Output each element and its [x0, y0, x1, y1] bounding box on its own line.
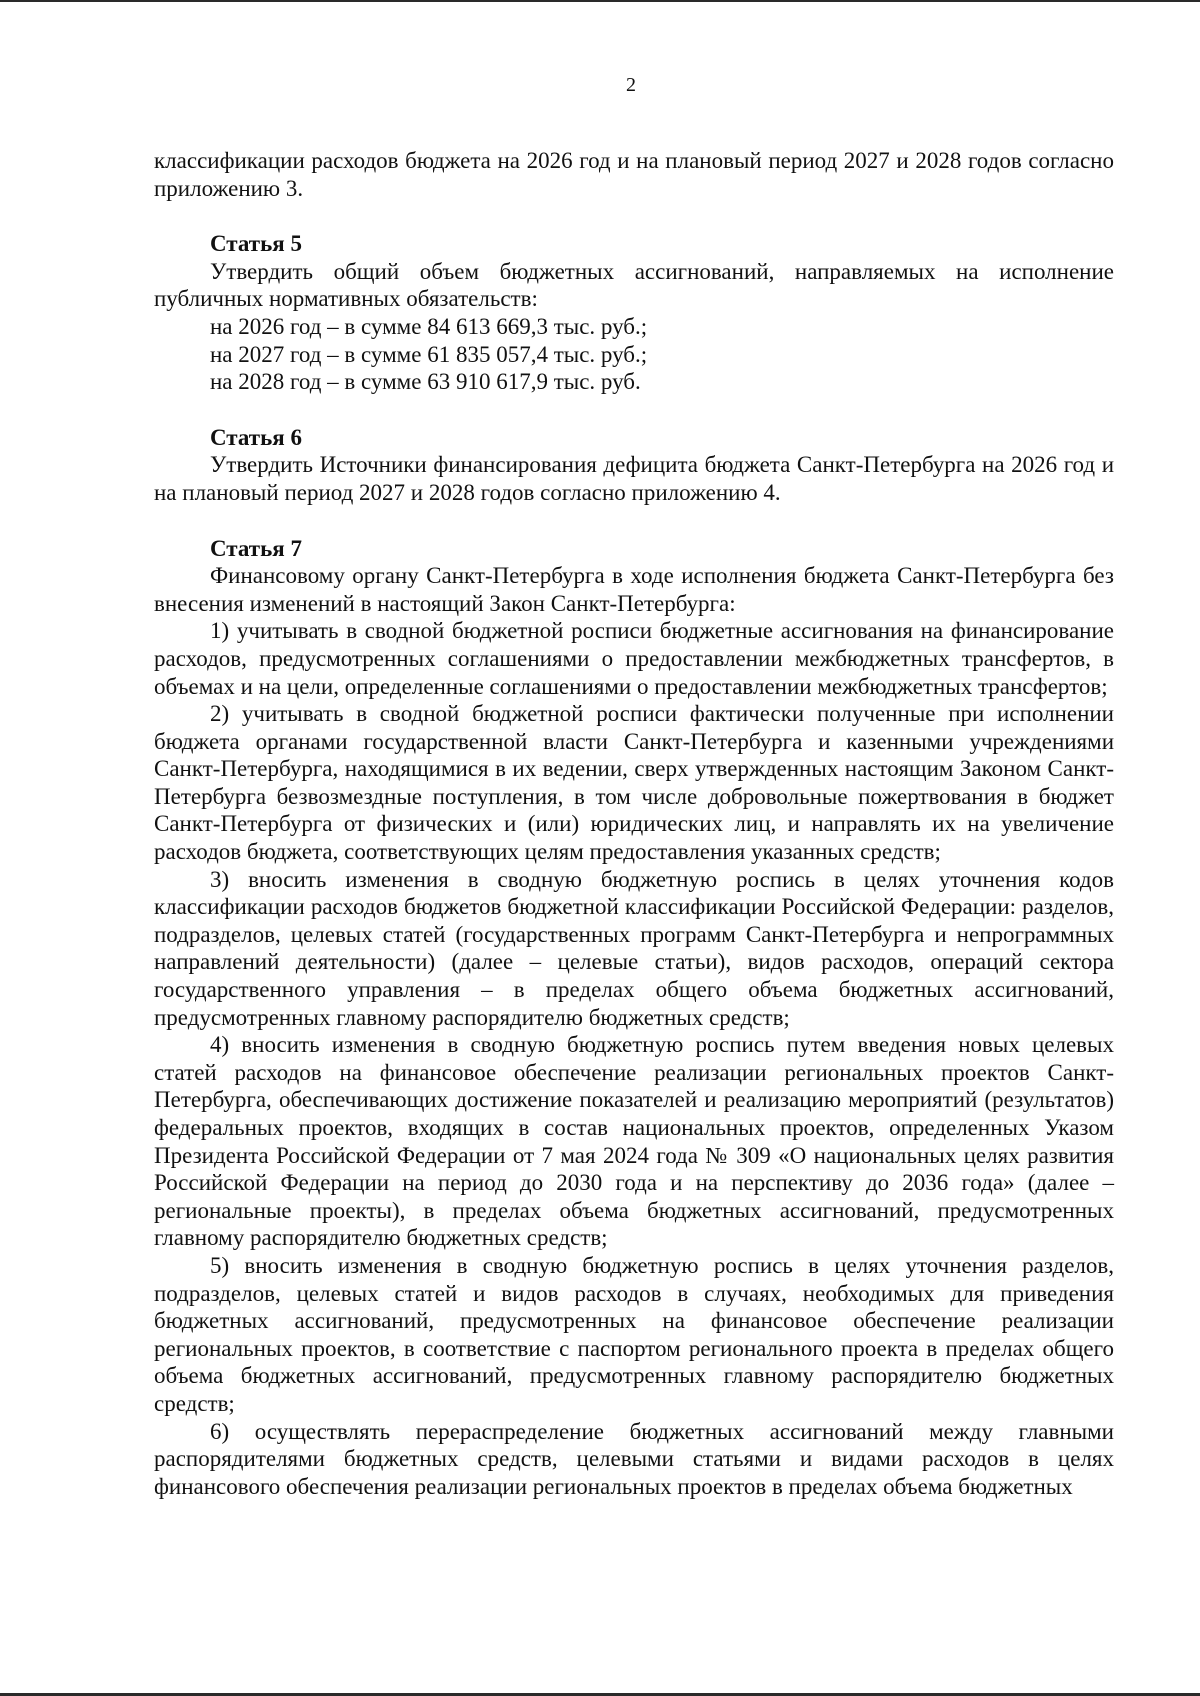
scan-edge-top [0, 0, 1200, 2]
article-6-title: Статья 6 [210, 424, 302, 450]
article-5-line-2026: на 2026 год – в сумме 84 613 669,3 тыс. руб.; [210, 313, 648, 339]
article-7-item-2: 2) учитывать в сводной бюджетной росписи фактически полученные при исполнении бюджета органами государственной власти Санкт-Петербурга и казенными учреждениями Санкт-Петербурга, находящимися в их ведении, сверх утвержденных настоящим Законом Санкт-Петербурга безвозмездные поступления, в том числе добровольные пожертвования в бюджет Санкт-Петербурга от физических и (или) юридических лиц, и направлять их на увеличение расходов бюджета, соответствующих целям предоставления указанных средств; [154, 701, 1114, 865]
article-5-line-2028: на 2028 год – в сумме 63 910 617,9 тыс. руб. [210, 369, 641, 395]
article-5-line-2027: на 2027 год – в сумме 61 835 057,4 тыс. руб.; [210, 341, 648, 367]
article-7-item-4: 4) вносить изменения в сводную бюджетную роспись путем введения новых целевых статей расходов на финансовое обеспечение реализации региональных проектов Санкт-Петербурга, обеспечивающих достижение показателей и реализацию мероприятий (результатов) федеральных проектов, входящих в состав национальных проектов, определенных Указом Президента Российской Федерации от 7 мая 2024 года № 309 «О национальных целях развития Российской Федерации на период до 2030 года и на перспективу до 2036 года» (далее – региональные проекты), в пределах объема бюджетных ассигнований, предусмотренных главному распорядителю бюджетных средств; [154, 1032, 1114, 1251]
article-7-item-6: 6) осуществлять перераспределение бюджетных ассигнований между главными распорядителями бюджетных средств, целевыми статьями и видами расходов в целях финансового обеспечения реализации региональных проектов в пределах объема бюджетных [154, 1418, 1114, 1499]
article-5-text: Утвердить общий объем бюджетных ассигнований, направляемых на исполнение публичных нормативных обязательств: [154, 258, 1114, 312]
article-7-title: Статья 7 [210, 535, 302, 561]
article-7-item-5: 5) вносить изменения в сводную бюджетную роспись в целях уточнения разделов, подразделов, целевых статей и видов расходов в случаях, необходимых для приведения бюджетных ассигнований, предусмотренных на финансовое обеспечение реализации региональных проектов, в соответствие с паспортом регионального проекта в пределах общего объема бюджетных ассигнований, предусмотренных главному распорядителю бюджетных средств; [154, 1252, 1114, 1416]
document-body [154, 147, 1114, 1500]
article-7-text: Финансовому органу Санкт-Петербурга в ходе исполнения бюджета Санкт-Петербурга без внесения изменений в настоящий Закон Санкт-Петербурга: [154, 563, 1114, 616]
article-6-text: Утвердить Источники финансирования дефицита бюджета Санкт-Петербурга на 2026 год и на плановый период 2027 и 2028 годов согласно приложению 4. [154, 452, 1114, 505]
article-5-title: Статья 5 [210, 231, 302, 257]
article-7-item-1: 1) учитывать в сводной бюджетной росписи бюджетные ассигнования на финансирование расходов, предусмотренных соглашениями о предоставлении межбюджетных трансфертов, в объемах и на цели, определенные соглашениями о предоставлении межбюджетных трансфертов; [154, 618, 1114, 699]
page-number: 2 [626, 74, 636, 96]
article-7-item-3: 3) вносить изменения в сводную бюджетную роспись в целях уточнения кодов классификации расходов бюджетов бюджетной классификации Российской Федерации: разделов, подразделов, целевых статей (государственных программ Санкт-Петербурга и непрограммных направлений деятельности) (далее – целевые статьи), видов расходов, операций сектора государственного управления – в пределах общего объема бюджетных ассигнований, предусмотренных главному распорядителю бюджетных средств; [154, 866, 1114, 1030]
intro-paragraph: классификации расходов бюджета на 2026 год и на плановый период 2027 и 2028 годов согласно приложению 3. [154, 148, 1114, 201]
